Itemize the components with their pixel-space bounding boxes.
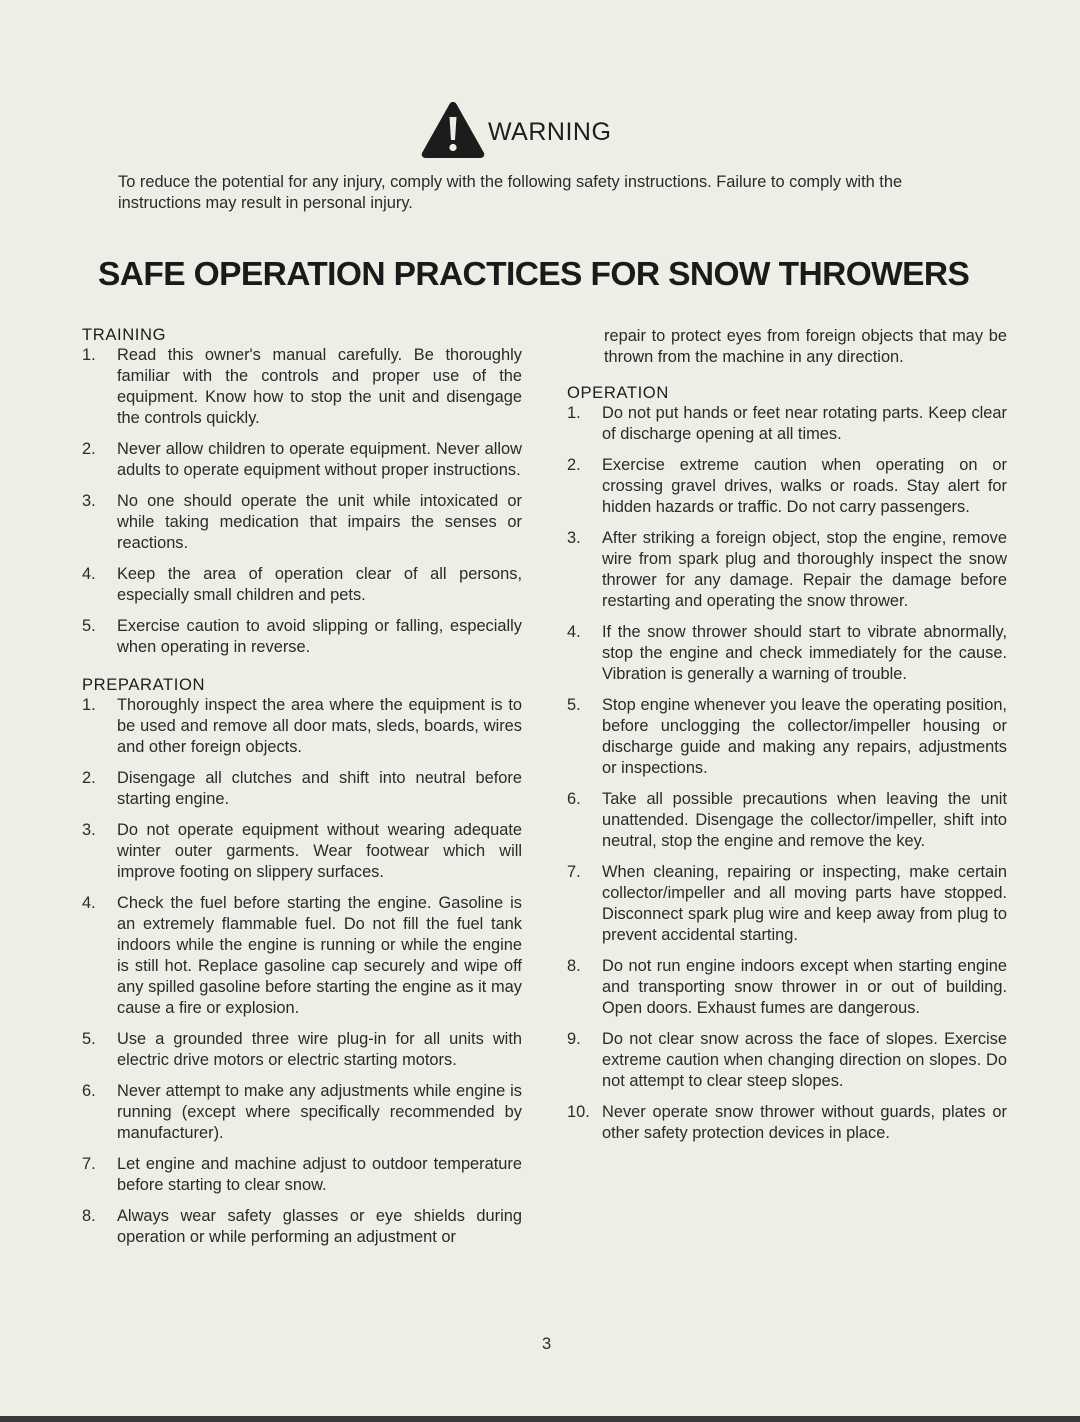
left-column — [82, 324, 522, 1258]
item-number: 5. — [567, 696, 581, 714]
item-text: When cleaning, repairing or inspecting, make certain collector/impeller and all moving parts have stopped. Disconnect spark plug wire and keep away from plug to prevent accidental starting. — [602, 863, 1007, 944]
item-text: No one should operate the unit while intoxicated or while taking medication that impairs the senses or reactions. — [117, 492, 522, 552]
training-heading: TRAINING — [82, 325, 167, 344]
item-text: Disengage all clutches and shift into neutral before starting engine. — [117, 769, 522, 808]
item-number: 2. — [82, 769, 96, 787]
item-text: Do not clear snow across the face of slopes. Exercise extreme caution when changing direction on slopes. Do not attempt to clear steep slopes. — [602, 1030, 1007, 1090]
item-text: Stop engine whenever you leave the operating position, before unclogging the collector/impeller housing or discharge guide and making any repairs, adjustments or inspections. — [602, 696, 1007, 777]
list-item — [82, 1029, 522, 1071]
operation-heading: OPERATION — [567, 383, 669, 402]
item-text: If the snow thrower should start to vibrate abnormally, stop the engine and check immediately for the cause. Vibration is generally a warning of trouble. — [602, 623, 1007, 683]
item-number: 8. — [567, 957, 581, 975]
list-item — [567, 528, 1007, 612]
item-text: After striking a foreign object, stop the engine, remove wire from spark plug and thoroughly inspect the snow thrower for any damage. Repair the damage before restarting and operating the snow thrower. — [602, 529, 1007, 610]
preparation-item-8-continuation: repair to protect eyes from foreign objects that may be thrown from the machine in any direction. — [604, 327, 1007, 366]
item-number: 6. — [567, 790, 581, 808]
item-number: 1. — [82, 696, 96, 714]
item-text: Exercise caution to avoid slipping or falling, especially when operating in reverse. — [117, 617, 522, 656]
item-text: Use a grounded three wire plug-in for all units with electric drive motors or electric starting motors. — [117, 1030, 522, 1069]
item-text: Check the fuel before starting the engine. Gasoline is an extremely flammable fuel. Do not fill the fuel tank indoors while the engine is running or while the engine is still hot. Replace gasoline cap securely and wipe off any spilled gasoline before starting the engine as it may cause a fire or explosion. — [117, 894, 522, 1017]
list-item — [82, 564, 522, 606]
item-number: 1. — [82, 346, 96, 364]
item-number: 2. — [567, 456, 581, 474]
list-item — [82, 893, 522, 1019]
page-bottom-edge — [0, 1416, 1080, 1422]
item-text: Let engine and machine adjust to outdoor temperature before starting to clear snow. — [117, 1155, 522, 1194]
warning-header — [420, 100, 611, 160]
preparation-heading: PREPARATION — [82, 675, 206, 694]
item-number: 4. — [82, 894, 96, 912]
list-item — [567, 695, 1007, 779]
item-text: Take all possible precautions when leaving the unit unattended. Disengage the collector/impeller, shift into neutral, stop the engine and remove the key. — [602, 790, 1007, 850]
item-text: Never operate snow thrower without guards, plates or other safety protection devices in place. — [602, 1103, 1007, 1142]
list-item — [567, 403, 1007, 445]
item-number: 7. — [567, 863, 581, 881]
list-item — [82, 768, 522, 810]
item-number: 10. — [567, 1103, 590, 1121]
item-number: 1. — [567, 404, 581, 422]
list-item — [82, 1206, 522, 1248]
list-item — [82, 1154, 522, 1196]
item-text: Read this owner's manual carefully. Be thoroughly familiar with the controls and proper use of the equipment. Know how to stop the unit and disengage the controls quickly. — [117, 346, 522, 427]
page-title: SAFE OPERATION PRACTICES FOR SNOW THROWERS — [98, 256, 970, 293]
list-item — [82, 695, 522, 758]
list-item — [567, 622, 1007, 685]
item-text: Never allow children to operate equipment. Never allow adults to operate equipment without proper instructions. — [117, 440, 522, 479]
list-item — [82, 820, 522, 883]
right-column — [567, 326, 1007, 1154]
preparation-list — [82, 695, 522, 1248]
item-number: 3. — [82, 821, 96, 839]
list-item — [82, 491, 522, 554]
item-text: Do not put hands or feet near rotating parts. Keep clear of discharge opening at all times. — [602, 404, 1007, 443]
item-number: 6. — [82, 1082, 96, 1100]
item-number: 4. — [82, 565, 96, 583]
item-number: 3. — [567, 529, 581, 547]
warning-label: WARNING — [488, 117, 612, 146]
page-number: 3 — [542, 1335, 552, 1353]
item-text: Exercise extreme caution when operating on or crossing gravel drives, walks or roads. Stay alert for hidden hazards or traffic. Do not carry passengers. — [602, 456, 1007, 516]
list-item — [567, 862, 1007, 946]
warning-intro: To reduce the potential for any injury, comply with the following safety instructions. Failure to comply with the instructions may result in personal injury. — [118, 173, 903, 212]
item-number: 8. — [82, 1207, 96, 1225]
item-text: Always wear safety glasses or eye shields during operation or while performing an adjustment or — [117, 1207, 522, 1246]
operation-list — [567, 403, 1007, 1144]
item-number: 5. — [82, 617, 96, 635]
list-item — [567, 1029, 1007, 1092]
list-item — [567, 789, 1007, 852]
list-item — [567, 455, 1007, 518]
list-item — [82, 345, 522, 429]
list-item — [82, 439, 522, 481]
item-number: 5. — [82, 1030, 96, 1048]
item-number: 4. — [567, 623, 581, 641]
list-item — [82, 1081, 522, 1144]
list-item — [82, 616, 522, 658]
item-text: Do not run engine indoors except when starting engine and transporting snow thrower in or out of building. Open doors. Exhaust fumes are dangerous. — [602, 957, 1007, 1017]
item-text: Never attempt to make any adjustments while engine is running (except where specifically recommended by manufacturer). — [117, 1082, 522, 1142]
warning-triangle-icon — [420, 100, 486, 160]
item-text: Do not operate equipment without wearing adequate winter outer garments. Wear footwear which will improve footing on slippery surfaces. — [117, 821, 522, 881]
list-item — [567, 956, 1007, 1019]
list-item — [567, 1102, 1007, 1144]
item-number: 3. — [82, 492, 96, 510]
item-number: 2. — [82, 440, 96, 458]
item-number: 9. — [567, 1030, 581, 1048]
item-text: Thoroughly inspect the area where the equipment is to be used and remove all door mats, sleds, boards, wires and other foreign objects. — [117, 696, 522, 756]
training-list — [82, 345, 522, 658]
item-number: 7. — [82, 1155, 96, 1173]
item-text: Keep the area of operation clear of all persons, especially small children and pets. — [117, 565, 522, 604]
